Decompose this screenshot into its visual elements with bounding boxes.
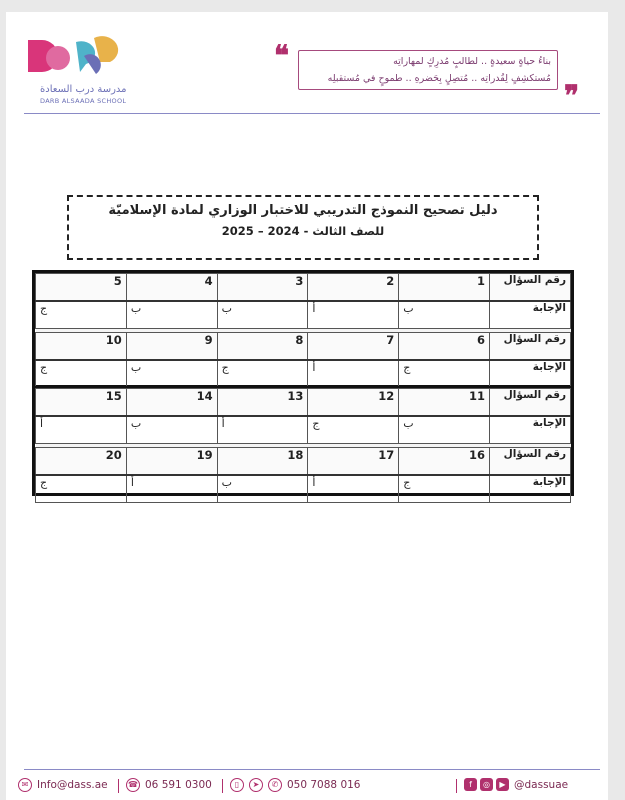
document-page [6, 12, 608, 800]
answer-cell: ج [399, 475, 490, 503]
answer-label: الإجابة [490, 475, 571, 503]
youtube-icon[interactable]: ▶ [496, 778, 509, 791]
answer-grid [35, 388, 571, 503]
answer-cell: ج [308, 416, 399, 444]
answer-grid [35, 273, 571, 388]
question-number-label: رقم السؤال [490, 448, 571, 476]
answer-cell: ج [36, 360, 127, 388]
question-number: 11 [399, 389, 490, 417]
answer-row [36, 475, 571, 503]
question-number: 18 [217, 448, 308, 476]
whatsapp-icon: ✆ [268, 778, 282, 792]
phone-mobile-text: 050 7088 016 [287, 779, 361, 791]
contact-footer [18, 774, 598, 798]
school-motto [274, 39, 594, 112]
close-quote-icon: ❞ [564, 79, 580, 112]
email-text: Info@dass.ae [37, 779, 108, 791]
answer-cell: أ [308, 301, 399, 329]
question-number: 6 [399, 333, 490, 361]
answer-cell: أ [217, 416, 308, 444]
footer-separator [456, 779, 457, 793]
answer-cell: ج [217, 360, 308, 388]
motto-line-1: بناءُ حياةٍ سعيدةٍ .. لطالبٍ مُدرِكٍ لمهاراتِه [393, 56, 551, 67]
footer-phone-mobile[interactable] [230, 778, 360, 792]
footer-separator [222, 779, 223, 793]
question-number: 14 [126, 389, 217, 417]
question-number: 15 [36, 389, 127, 417]
question-number-row [36, 448, 571, 476]
phone-icon: ☎ [126, 778, 140, 792]
answer-label: الإجابة [490, 416, 571, 444]
answer-cell: ج [36, 475, 127, 503]
answer-cell: أ [308, 360, 399, 388]
document-title-box [67, 195, 539, 260]
question-number: 4 [126, 274, 217, 302]
question-number: 8 [217, 333, 308, 361]
open-quote-icon: ❝ [274, 39, 290, 72]
question-number: 9 [126, 333, 217, 361]
document-subtitle: للصف الثالث - 2024 – 2025 [221, 224, 385, 238]
question-number: 7 [308, 333, 399, 361]
footer-email[interactable] [18, 778, 108, 792]
answer-cell: ب [217, 475, 308, 503]
instagram-icon[interactable]: ◎ [480, 778, 493, 791]
social-handle: @dassuae [514, 778, 569, 791]
answer-row [36, 301, 571, 329]
answer-cell: أ [36, 416, 127, 444]
question-number: 20 [36, 448, 127, 476]
question-number: 2 [308, 274, 399, 302]
question-number: 13 [217, 389, 308, 417]
answer-row [36, 416, 571, 444]
question-number: 19 [126, 448, 217, 476]
answer-table-part-1 [32, 270, 574, 388]
answer-cell: ج [399, 360, 490, 388]
answer-label: الإجابة [490, 301, 571, 329]
answer-cell: ب [126, 301, 217, 329]
answer-cell: ب [399, 416, 490, 444]
header-divider [24, 113, 600, 114]
question-number-row [36, 333, 571, 361]
school-name-english: DARB ALSAADA SCHOOL [40, 97, 127, 105]
question-number: 10 [36, 333, 127, 361]
telegram-icon: ➤ [249, 778, 263, 792]
social-icons [464, 778, 509, 791]
question-number-label: رقم السؤال [490, 333, 571, 361]
question-number: 16 [399, 448, 490, 476]
footer-social[interactable] [464, 778, 568, 791]
motto-box [298, 50, 558, 90]
email-icon: ✉ [18, 778, 32, 792]
footer-divider [24, 769, 600, 770]
facebook-icon[interactable]: f [464, 778, 477, 791]
footer-phone-landline[interactable] [126, 778, 212, 792]
answer-cell: ب [126, 360, 217, 388]
motto-line-2: مُستكشِفٍ لِقُدراتِه .. مُتصِلٍ بِحَضرهِ .. طموحٍ في مُستقبلِه [327, 73, 551, 84]
question-number: 3 [217, 274, 308, 302]
footer-separator [118, 779, 119, 793]
mobile-icon: ▯ [230, 778, 244, 792]
answer-cell: ج [36, 301, 127, 329]
answer-cell: ب [126, 416, 217, 444]
question-number-label: رقم السؤال [490, 274, 571, 302]
school-name-arabic: مدرسة درب السعادة [40, 84, 127, 95]
answer-table-part-2 [32, 386, 574, 496]
question-number: 1 [399, 274, 490, 302]
phone-landline-text: 06 591 0300 [145, 779, 212, 791]
question-number-label: رقم السؤال [490, 389, 571, 417]
question-number: 17 [308, 448, 399, 476]
answer-cell: ب [399, 301, 490, 329]
answer-row [36, 360, 571, 388]
question-number: 5 [36, 274, 127, 302]
answer-label: الإجابة [490, 360, 571, 388]
school-logo [24, 36, 134, 106]
answer-cell: أ [126, 475, 217, 503]
question-number-row [36, 274, 571, 302]
document-title: دليل تصحيح النموذج التدريبي للاختبار الوزاري لمادة الإسلاميّة [108, 203, 498, 218]
question-number-row [36, 389, 571, 417]
question-number: 12 [308, 389, 399, 417]
answer-cell: ب [217, 301, 308, 329]
logo-mark-icon [24, 36, 124, 81]
answer-cell: أ [308, 475, 399, 503]
